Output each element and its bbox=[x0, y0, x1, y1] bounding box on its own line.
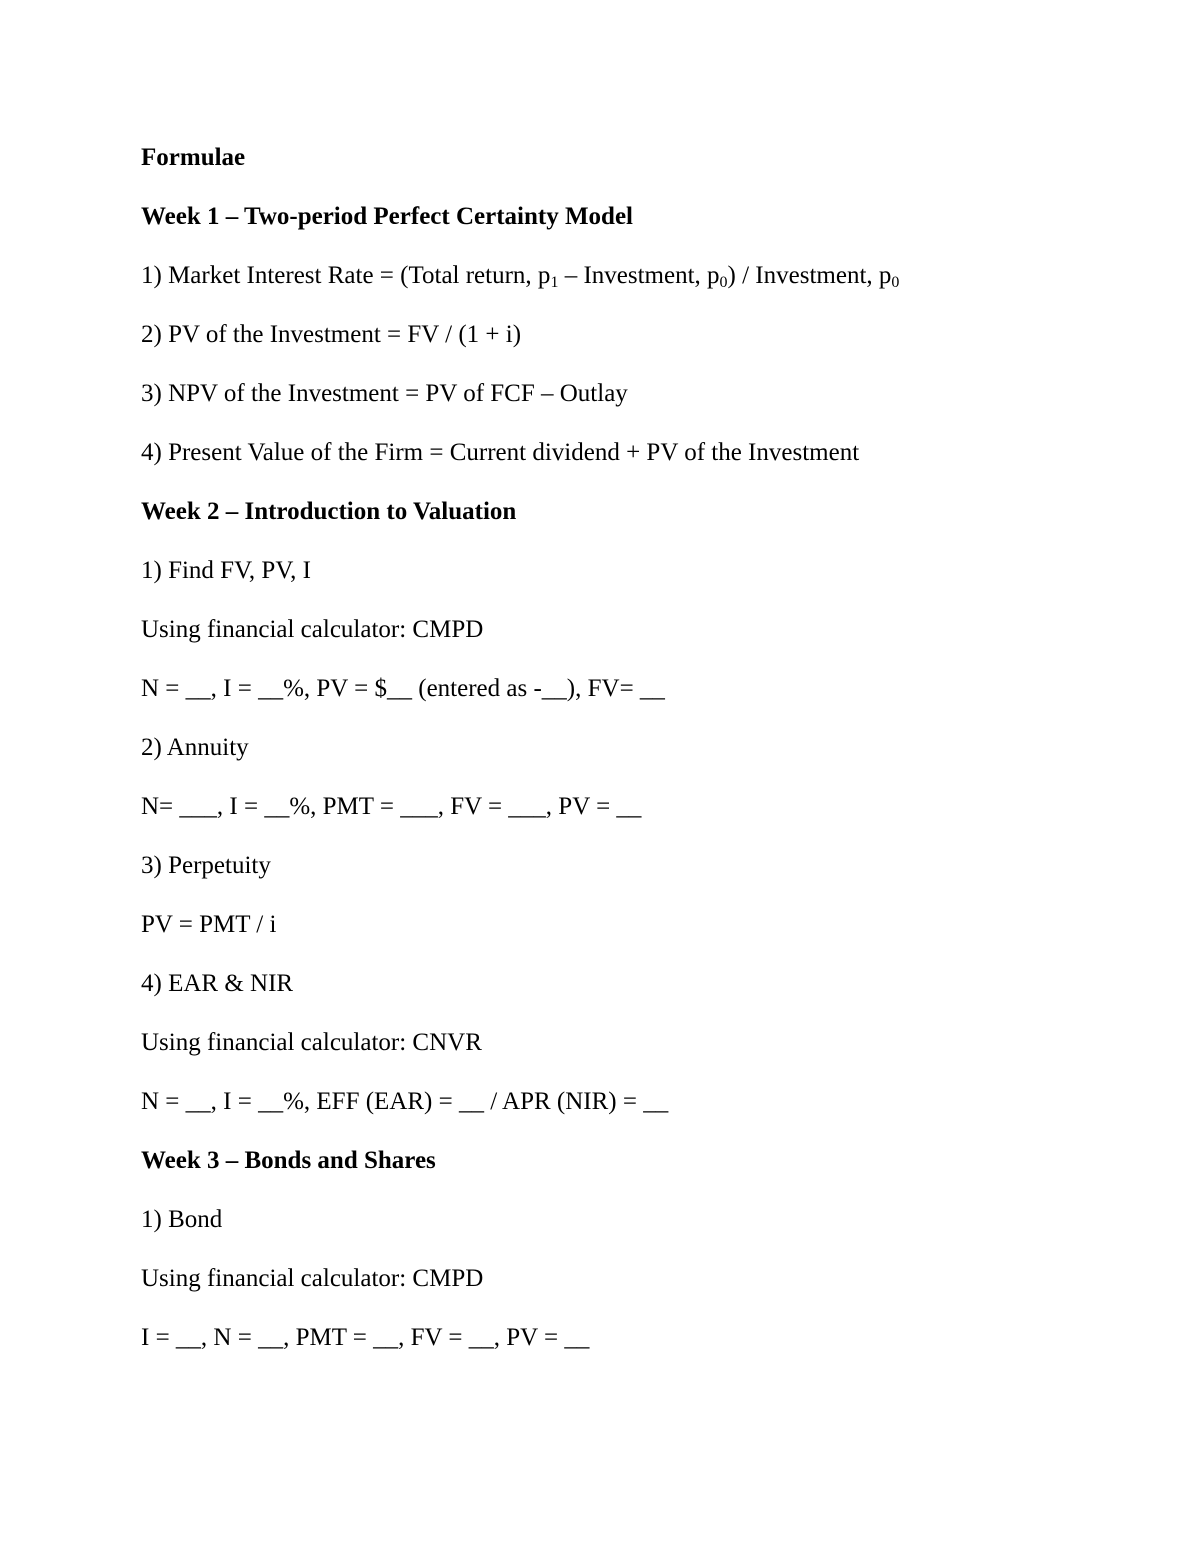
week3-heading: Week 3 – Bonds and Shares bbox=[141, 1147, 436, 1174]
week2-item-4-values: N = __, I = __%, EFF (EAR) = __ / APR (NIR) = __ bbox=[141, 1088, 669, 1115]
document-title: Formulae bbox=[141, 144, 246, 171]
week3-item-1-calculator: Using financial calculator: CMPD bbox=[141, 1265, 484, 1292]
week3-item-1: 1) Bond bbox=[141, 1206, 223, 1233]
week2-item-2: 2) Annuity bbox=[141, 734, 249, 761]
week2-item-4-calculator: Using financial calculator: CNVR bbox=[141, 1029, 482, 1056]
subscript: 0 bbox=[891, 274, 900, 291]
subscript: 0 bbox=[719, 274, 728, 291]
week1-heading: Week 1 – Two-period Perfect Certainty Model bbox=[141, 203, 634, 230]
week1-formula-3: 3) NPV of the Investment = PV of FCF – Outlay bbox=[141, 380, 628, 407]
week2-item-3: 3) Perpetuity bbox=[141, 852, 271, 879]
week1-formula-4: 4) Present Value of the Firm = Current dividend + PV of the Investment bbox=[141, 439, 860, 466]
week2-item-2-values: N= ___, I = __%, PMT = ___, FV = ___, PV = __ bbox=[141, 793, 642, 820]
formula-text: – Investment, p bbox=[558, 262, 720, 289]
week2-item-1-calculator: Using financial calculator: CMPD bbox=[141, 616, 484, 643]
formula-text: ) / Investment, p bbox=[727, 262, 892, 289]
week2-item-3-values: PV = PMT / i bbox=[141, 911, 277, 938]
week2-item-1: 1) Find FV, PV, I bbox=[141, 557, 311, 584]
week1-formula-1 bbox=[141, 261, 899, 294]
subscript: 1 bbox=[550, 274, 559, 291]
week2-heading: Week 2 – Introduction to Valuation bbox=[141, 498, 517, 525]
formula-text: 1) Market Interest Rate = (Total return, p bbox=[141, 262, 551, 289]
week2-item-4: 4) EAR & NIR bbox=[141, 970, 294, 997]
week1-formula-2: 2) PV of the Investment = FV / (1 + i) bbox=[141, 321, 522, 348]
week2-item-1-values: N = __, I = __%, PV = $__ (entered as -__), FV= __ bbox=[141, 675, 665, 702]
week3-item-1-values: I = __, N = __, PMT = __, FV = __, PV = __ bbox=[141, 1324, 590, 1351]
